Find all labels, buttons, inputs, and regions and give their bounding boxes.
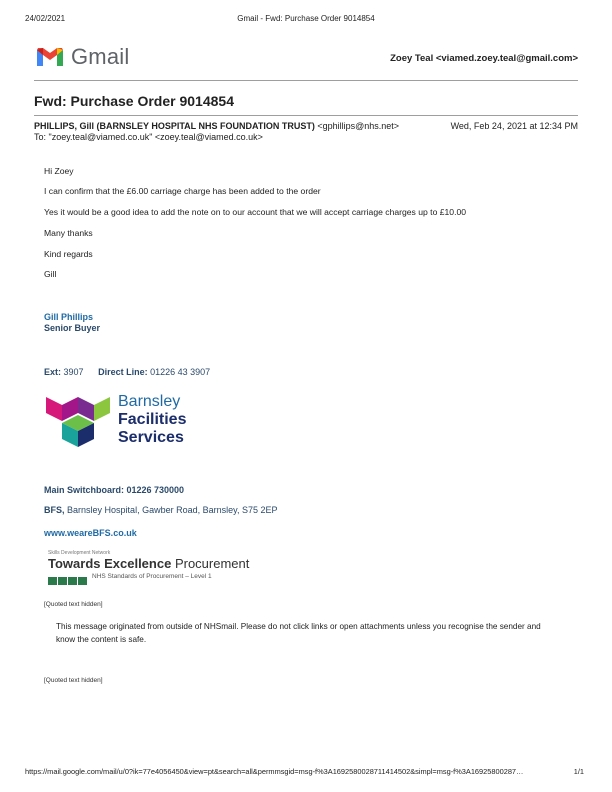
tep-small-text: Skills Development Network bbox=[48, 550, 111, 556]
main-switchboard: Main Switchboard: 01226 730000 bbox=[44, 485, 185, 495]
sender-email[interactable]: <gphillips@nhs.net> bbox=[317, 121, 400, 131]
quoted-text-hidden[interactable]: [Quoted text hidden] bbox=[44, 601, 103, 608]
bfs-logo-line3: Services bbox=[118, 429, 184, 446]
bfs-address: Barnsley Hospital, Gawber Road, Barnsley, S75 2EP bbox=[67, 505, 278, 515]
signature-name: Gill Phillips bbox=[44, 312, 94, 322]
tep-title bbox=[48, 556, 249, 571]
print-page-number: 1/1 bbox=[573, 767, 584, 776]
body-closing: Kind regards bbox=[44, 249, 93, 259]
ext-label: Ext: bbox=[44, 367, 62, 377]
message-date: Wed, Feb 24, 2021 at 12:34 PM bbox=[450, 121, 578, 131]
body-greeting: Hi Zoey bbox=[44, 166, 74, 176]
body-closing: Many thanks bbox=[44, 228, 93, 238]
tep-title-sub: Procurement bbox=[174, 556, 250, 571]
signature-role: Senior Buyer bbox=[44, 323, 101, 333]
tep-title-main: Towards Excellence bbox=[48, 556, 172, 571]
ext-value: 3907 bbox=[63, 367, 84, 377]
quoted-text-hidden[interactable]: [Quoted text hidden] bbox=[44, 677, 103, 684]
bfs-logo-line1: Barnsley bbox=[118, 393, 181, 410]
gmail-wordmark: Gmail bbox=[71, 44, 130, 69]
subject-title: Fwd: Purchase Order 9014854 bbox=[34, 93, 234, 109]
external-email-notice: This message originated from outside of NHSmail. Please do not click links or open attachments unless you recognise the sender and know the content is safe. bbox=[56, 622, 541, 644]
divider bbox=[34, 80, 578, 81]
tep-bar-icon bbox=[48, 572, 88, 580]
sender-name: PHILLIPS, Gill (BARNSLEY HOSPITAL NHS FOUNDATION TRUST) bbox=[34, 121, 315, 131]
body-paragraph: I can confirm that the £6.00 carriage charge has been added to the order bbox=[44, 186, 321, 196]
website-link[interactable]: www.weareBFS.co.uk bbox=[44, 528, 137, 538]
bfs-address-line bbox=[44, 505, 277, 515]
gmail-logo-icon bbox=[35, 44, 65, 68]
print-date: 24/02/2021 bbox=[25, 14, 66, 23]
direct-line-value: 01226 43 3907 bbox=[150, 367, 211, 377]
account-label: Zoey Teal <viamed.zoey.teal@gmail.com> bbox=[390, 53, 578, 64]
signature-phone-line bbox=[44, 367, 210, 377]
body-paragraph: Yes it would be a good idea to add the note on to our account that we will accept carriage charges up to £10.00 bbox=[44, 207, 467, 217]
print-title: Gmail - Fwd: Purchase Order 9014854 bbox=[237, 14, 375, 23]
recipient-line: To: "zoey.teal@viamed.co.uk" <zoey.teal@viamed.co.uk> bbox=[34, 132, 263, 142]
print-url: https://mail.google.com/mail/u/0?ik=77e4056450&view=pt&search=all&permmsgid=msg-f%3A1692580028711414502&simpl=msg-f%3A16925800287… bbox=[25, 767, 524, 776]
bfs-label: BFS, bbox=[44, 505, 65, 515]
bfs-logo-icon bbox=[44, 393, 114, 448]
direct-line-label: Direct Line: bbox=[98, 367, 148, 377]
tep-subtitle: NHS Standards of Procurement – Level 1 bbox=[92, 573, 212, 580]
body-signoff: Gill bbox=[44, 269, 57, 279]
bfs-logo-line2: Facilities bbox=[118, 411, 187, 428]
sender-line bbox=[34, 121, 399, 131]
divider bbox=[34, 115, 578, 116]
